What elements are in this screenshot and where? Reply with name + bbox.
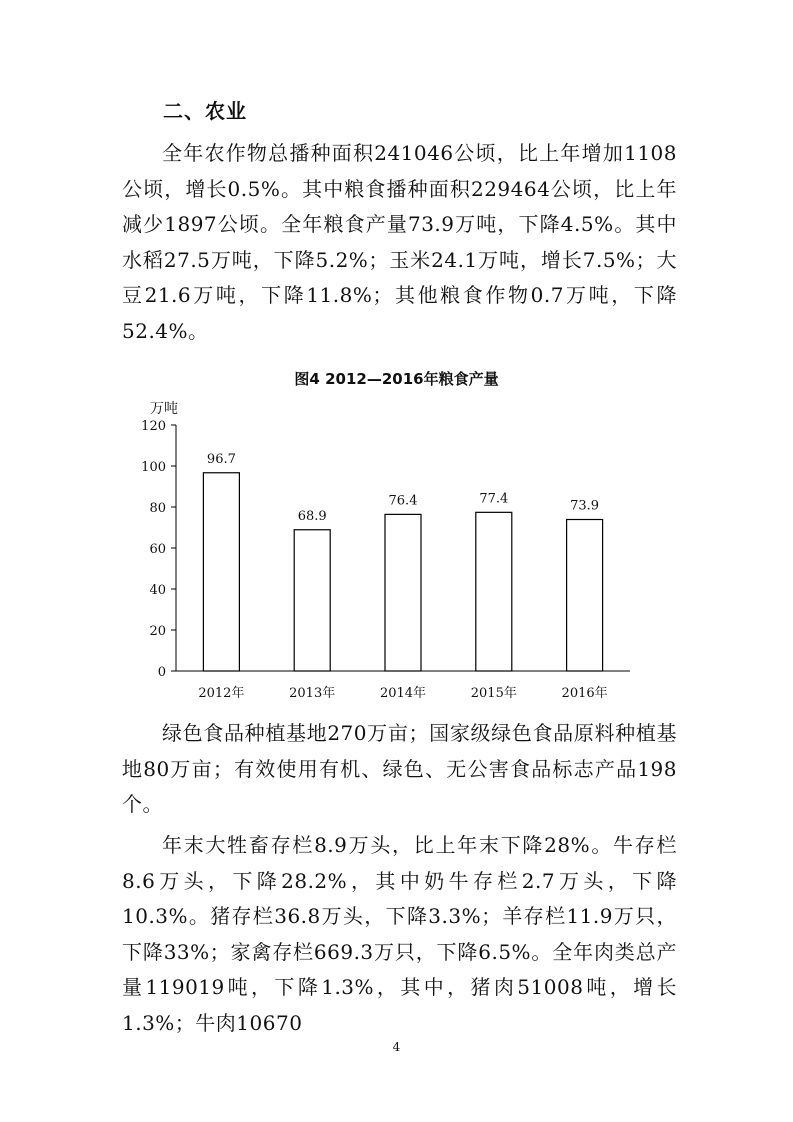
section-heading: 二、农业 bbox=[163, 99, 247, 123]
paragraph-crop-area: 全年农作物总播种面积241046公顷，比上年增加1108公顷，增长0.5%。其中粮食播种面积229464公顷，比上年减少1897公顷。全年粮食产量73.9万吨，下降4.5%。其中水稻27.5万吨，下降5.2%；玉米24.1万吨，增长7.5%；大豆21.6万吨，下降11.8%；其他粮食作物0.7万吨，下降52.4%。 bbox=[122, 141, 677, 343]
bar bbox=[567, 520, 603, 671]
y-tick-label: 60 bbox=[149, 542, 166, 557]
x-tick-label: 2016年 bbox=[561, 686, 608, 701]
bar-value-label: 68.9 bbox=[297, 508, 327, 524]
bar-value-label: 96.7 bbox=[206, 451, 236, 467]
x-tick-label: 2013年 bbox=[289, 686, 336, 701]
bar bbox=[203, 473, 239, 671]
y-tick-label: 120 bbox=[141, 419, 166, 434]
x-tick-label: 2012年 bbox=[198, 686, 245, 701]
y-axis-unit-label: 万吨 bbox=[150, 401, 178, 417]
paragraph-livestock: 年末大牲畜存栏8.9万头，比上年末下降28%。牛存栏8.6万头，下降28.2%，其中奶牛存栏2.7万头，下降10.3%。猪存栏36.8万头，下降3.3%；羊存栏11.9万只，下降33%；家禽存栏669.3万只，下降6.5%。全年肉类总产量119019吨，下降1.3%，其中，猪肉51008吨，增长1.3%；牛肉10670 bbox=[122, 833, 677, 1035]
figure-title: 图4 2012—2016年粮食产量 bbox=[294, 370, 499, 388]
bar-value-label: 76.4 bbox=[388, 493, 418, 509]
bar bbox=[294, 530, 330, 671]
bar bbox=[476, 512, 512, 671]
x-tick-label: 2015年 bbox=[470, 686, 517, 701]
grain-output-bar-chart bbox=[120, 395, 640, 710]
x-tick-label: 2014年 bbox=[379, 686, 427, 701]
page-number: 4 bbox=[392, 1040, 401, 1054]
paragraph-green-food: 绿色食品种植基地270万亩；国家级绿色食品原料种植基地80万亩；有效使用有机、绿色、无公害食品标志产品198个。 bbox=[122, 721, 677, 816]
bar-value-label: 77.4 bbox=[479, 491, 509, 507]
bar bbox=[385, 514, 421, 671]
y-tick-label: 0 bbox=[157, 665, 166, 680]
y-tick-label: 100 bbox=[141, 460, 166, 475]
y-tick-label: 40 bbox=[149, 583, 166, 598]
y-tick-label: 20 bbox=[149, 624, 166, 639]
bar-value-label: 73.9 bbox=[570, 498, 600, 514]
y-tick-label: 80 bbox=[149, 501, 166, 516]
